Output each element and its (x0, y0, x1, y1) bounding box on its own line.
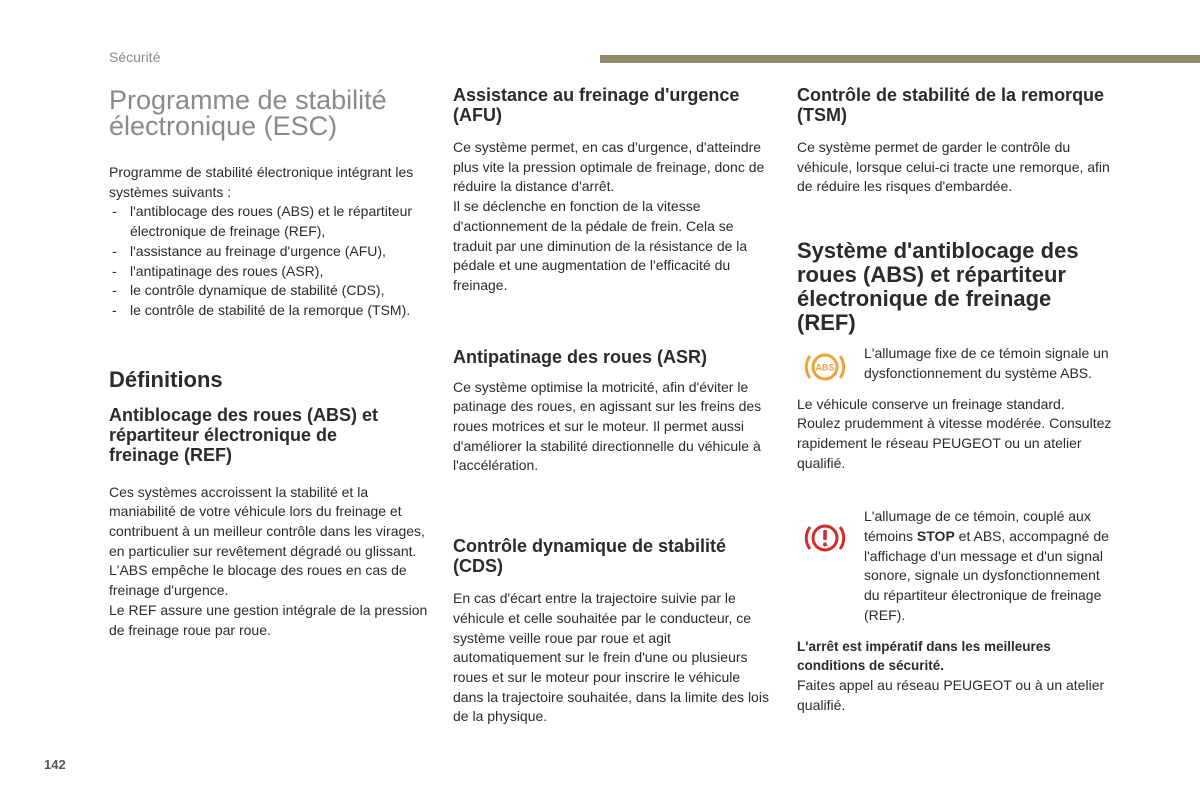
ref-text: Le REF assure une gestion intégrale de la pression de freinage roue par roue. (109, 601, 428, 638)
afu-text-2: Il se déclenche en fonction de la vitesse d'actionnement de la pédale de frein. Cela se traduit par une diminution de la résistance de la pédale et une augmentation de l'efficacité du freinage. (453, 198, 748, 293)
abs-warning-text: L'allumage fixe de ce témoin signale un dysfonctionnement du système ABS. (864, 345, 1109, 381)
brake-warning-text-part: et ABS, accompagné de l'affichage d'un message et d'un signal sonore, signale un dysfonctionnement du répartiteur électronique de freinage (REF). (864, 528, 1109, 623)
definitions-heading: Définitions (109, 366, 223, 392)
page-title: Programme de stabilité électronique (ESC) (109, 85, 387, 141)
abs-warning-icon (803, 348, 847, 391)
section-label: Sécurité (109, 49, 161, 65)
brake-warning-block (797, 507, 1112, 625)
systems-list (109, 202, 429, 320)
list-item: - l'antiblocage des roues (ABS) et le répartiteur électronique de freinage (REF), (109, 202, 429, 241)
abs-warning-block (797, 344, 1112, 383)
intro-text: Programme de stabilité électronique intégrant les systèmes suivants : (109, 164, 414, 200)
list-item: - l'assistance au freinage d'urgence (AFU), (109, 242, 429, 262)
abs-ref-heading: Antiblocage des roues (ABS) et répartiteur électronique de freinage (REF) (109, 404, 379, 465)
afu-text: Ce système permet, en cas d'urgence, d'atteindre plus vite la pression optimale de freinage, donc de réduire la distance d'arrêt. (453, 139, 765, 195)
abs-advice-text: Le véhicule conserve un freinage standard. Roulez prudemment à vitesse modérée. Consultez rapidement le réseau PEUGEOT ou un atelier qualifié. (797, 395, 1112, 471)
abs-ref-text: Ces systèmes accroissent la stabilité et la maniabilité de votre véhicule lors du freinage et contribuent à un meilleur contrôle dans les virages, en particulier sur revêtement dégradé ou glissant. (109, 483, 425, 559)
brake-warning-text-part: L'allumage de ce témoin, couplé aux témoins (864, 508, 1091, 545)
safety-warning: L'arrêt est impératif dans les meilleures conditions de sécurité. (797, 638, 1051, 674)
cds-text: En cas d'écart entre la trajectoire suivie par le véhicule et celle souhaitée par le conducteur, ce système veille roue par roue et agit automatiquement sur le frein d'une ou plusieurs roues et sur le moteur pour inscrire le véhicule dans la trajectoire souhaitée, dans la limite des lois de la physique. (453, 590, 769, 725)
brake-warning-icon (803, 519, 847, 562)
page-number: 142 (44, 757, 66, 772)
afu-heading: Assistance au freinage d'urgence (AFU) (453, 85, 740, 125)
column-1 (109, 85, 429, 640)
svg-text:ABS: ABS (815, 362, 835, 373)
column-2 (453, 85, 773, 727)
abs-text: L'ABS empêche le blocage des roues en cas de freinage d'urgence. (109, 562, 407, 599)
brake-warning-text (864, 507, 1112, 625)
list-item: - le contrôle de stabilité de la remorque (TSM). (109, 301, 429, 321)
list-item: - l'antipatinage des roues (ASR), (109, 262, 429, 282)
tsm-heading: Contrôle de stabilité de la remorque (TSM) (797, 85, 1105, 125)
stop-label: STOP (916, 528, 955, 545)
cds-heading: Contrôle dynamique de stabilité (CDS) (453, 536, 727, 577)
tsm-text: Ce système permet de garder le contrôle du véhicule, lorsque celui-ci tracte une remorque, afin de réduire les risques d'embardée. (797, 139, 1110, 195)
list-item: - le contrôle dynamique de stabilité (CDS), (109, 281, 429, 301)
section-header-bar (600, 55, 1200, 63)
final-advice: Faites appel au réseau PEUGEOT ou à un atelier qualifié. (797, 676, 1105, 713)
asr-heading: Antipatinage des roues (ASR) (453, 346, 708, 367)
column-3 (797, 85, 1112, 715)
asr-text: Ce système optimise la motricité, afin d'éviter le patinage des roues, en agissant sur les freins des roues motrices et sur le moteur. Il permet aussi d'améliorer la stabilité directionnelle du véhicule à l'accélération. (453, 378, 762, 474)
abs-system-heading: Système d'antiblocage des roues (ABS) et répartiteur électronique de freinage (REF) (797, 238, 1079, 336)
